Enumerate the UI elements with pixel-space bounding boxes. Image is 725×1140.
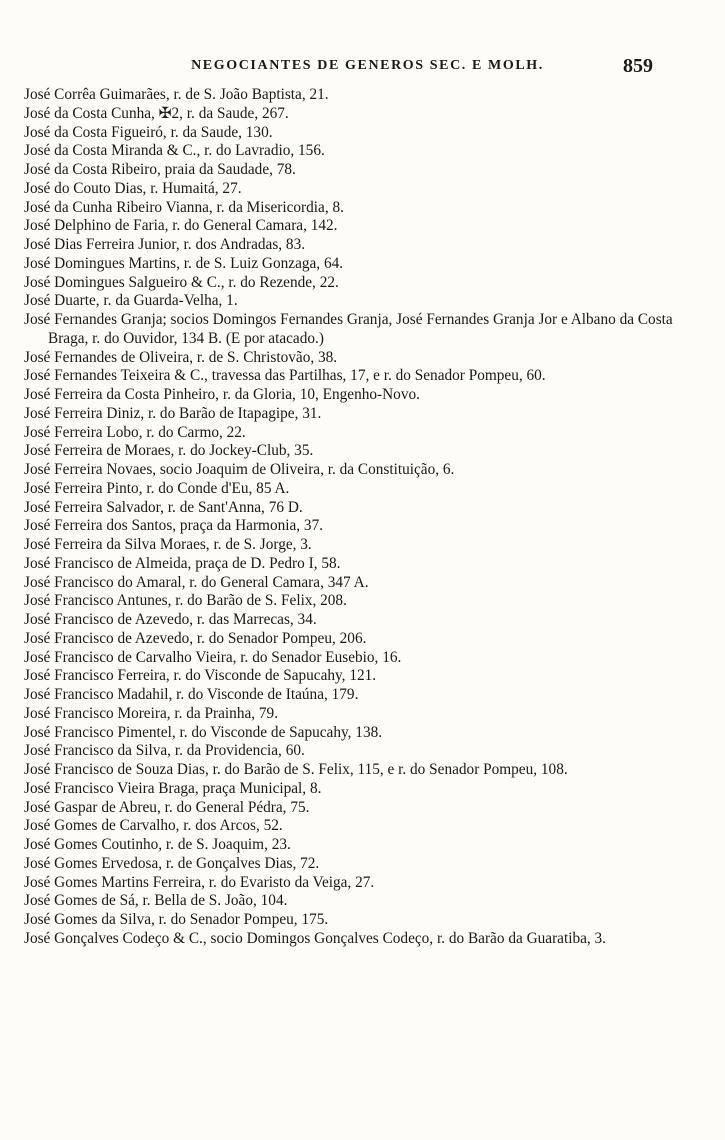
- directory-entry: José Francisco Ferreira, r. do Visconde de Sapucahy, 121.: [24, 667, 377, 685]
- directory-entry: José Francisco Moreira, r. da Prainha, 79.: [24, 704, 279, 722]
- directory-entry: José da Cunha Ribeiro Vianna, r. da Misericordia, 8.: [24, 198, 344, 216]
- directory-entry: José da Costa Figueiró, r. da Saude, 130.: [24, 123, 273, 141]
- directory-entry: José Gomes Ervedosa, r. de Gonçalves Dias, 72.: [24, 854, 320, 872]
- directory-entry: José Fernandes de Oliveira, r. de S. Christovão, 38.: [24, 348, 338, 366]
- directory-entry: José Gomes de Sá, r. Bella de S. João, 104.: [24, 892, 288, 910]
- directory-entry: José Francisco da Silva, r. da Providencia, 60.: [24, 742, 305, 760]
- directory-entry: José Corrêa Guimarães, r. de S. João Baptista, 21.: [24, 86, 329, 103]
- entry-list: [24, 86, 674, 949]
- directory-entry: José Ferreira Lobo, r. do Carmo, 22.: [24, 423, 246, 441]
- directory-entry: José Fernandes Granja; socios Domingos Fernandes Granja, José Fernandes Granja Jor e Albano da Costa Braga, r. do Ouvidor, 134 B. (E por atacado.): [24, 311, 673, 347]
- directory-entry: José Ferreira Pinto, r. do Conde d'Eu, 85 A.: [24, 479, 290, 497]
- directory-entry: José Gomes de Carvalho, r. dos Arcos, 52.: [24, 817, 283, 835]
- directory-entry: José Fernandes Teixeira & C., travessa das Partilhas, 17, e r. do Senador Pompeu, 60.: [24, 367, 546, 385]
- directory-entry: José Ferreira da Silva Moraes, r. de S. Jorge, 3.: [24, 536, 312, 553]
- directory-entry: José Gonçalves Codeço & C., socio Domingos Gonçalves Codeço, r. do Barão da Guaratiba, 3.: [24, 929, 607, 947]
- directory-entry: José Francisco Vieira Braga, praça Municipal, 8.: [24, 779, 322, 797]
- directory-entry: José Francisco de Almeida, praça de D. Pedro I, 58.: [24, 554, 341, 572]
- directory-entry: José da Costa Ribeiro, praia da Saudade, 78.: [24, 161, 296, 178]
- directory-entry: José Ferreira dos Santos, praça da Harmonia, 37.: [24, 517, 324, 535]
- directory-entry: José Delphino de Faria, r. do General Camara, 142.: [24, 217, 338, 235]
- directory-entry: José Francisco de Azevedo, r. das Marrecas, 34.: [24, 611, 317, 628]
- directory-entry: José Gomes Martins Ferreira, r. do Evaristo da Veiga, 27.: [24, 873, 375, 891]
- directory-entry: José Ferreira Diniz, r. do Barão de Itapagipe, 31.: [24, 404, 322, 422]
- directory-entry: José Gaspar de Abreu, r. do General Pédra, 75.: [24, 798, 310, 816]
- directory-entry: José do Couto Dias, r. Humaitá, 27.: [24, 179, 242, 197]
- directory-entry: José Ferreira Salvador, r. de Sant'Anna, 76 D.: [24, 498, 303, 516]
- directory-entry: José Domingues Salgueiro & C., r. do Rezende, 22.: [24, 273, 339, 291]
- directory-entry: José Gomes da Silva, r. do Senador Pompeu, 175.: [24, 911, 329, 928]
- page-number: 859: [623, 55, 653, 77]
- directory-entry: José Francisco Pimentel, r. do Visconde de Sapucahy, 138.: [24, 723, 383, 741]
- directory-entry: José Francisco Antunes, r. do Barão de S. Felix, 208.: [24, 592, 347, 610]
- directory-entry: José Dias Ferreira Junior, r. dos Andradas, 83.: [24, 236, 306, 253]
- directory-entry: José Francisco de Carvalho Vieira, r. do Senador Eusebio, 16.: [24, 648, 402, 666]
- directory-entry: José Francisco de Souza Dias, r. do Barão de S. Felix, 115, e r. do Senador Pompeu, 108.: [24, 761, 568, 778]
- directory-entry: José Duarte, r. da Guarda-Velha, 1.: [24, 292, 238, 310]
- directory-entry: José Ferreira Novaes, socio Joaquim de Oliveira, r. da Constituição, 6.: [24, 461, 455, 478]
- directory-entry: José Francisco do Amaral, r. do General Camara, 347 A.: [24, 573, 369, 591]
- directory-entry: José Gomes Coutinho, r. de S. Joaquim, 23.: [24, 836, 291, 853]
- directory-entry: José Francisco Madahil, r. do Visconde de Itaúna, 179.: [24, 686, 359, 703]
- directory-entry: José Domingues Martins, r. de S. Luiz Gonzaga, 64.: [24, 254, 344, 272]
- running-title: NEGOCIANTES DE GENEROS SEC. E MOLH.: [191, 58, 544, 73]
- directory-entry: José Ferreira de Moraes, r. do Jockey-Club, 35.: [24, 442, 314, 460]
- directory-entry: José da Costa Cunha, ✠2, r. da Saude, 267.: [24, 104, 289, 122]
- directory-entry: José Ferreira da Costa Pinheiro, r. da Gloria, 10, Engenho-Novo.: [24, 386, 420, 403]
- directory-entry: José Francisco de Azevedo, r. do Senador Pompeu, 206.: [24, 629, 367, 647]
- directory-entry: José da Costa Miranda & C., r. do Lavradio, 156.: [24, 142, 325, 160]
